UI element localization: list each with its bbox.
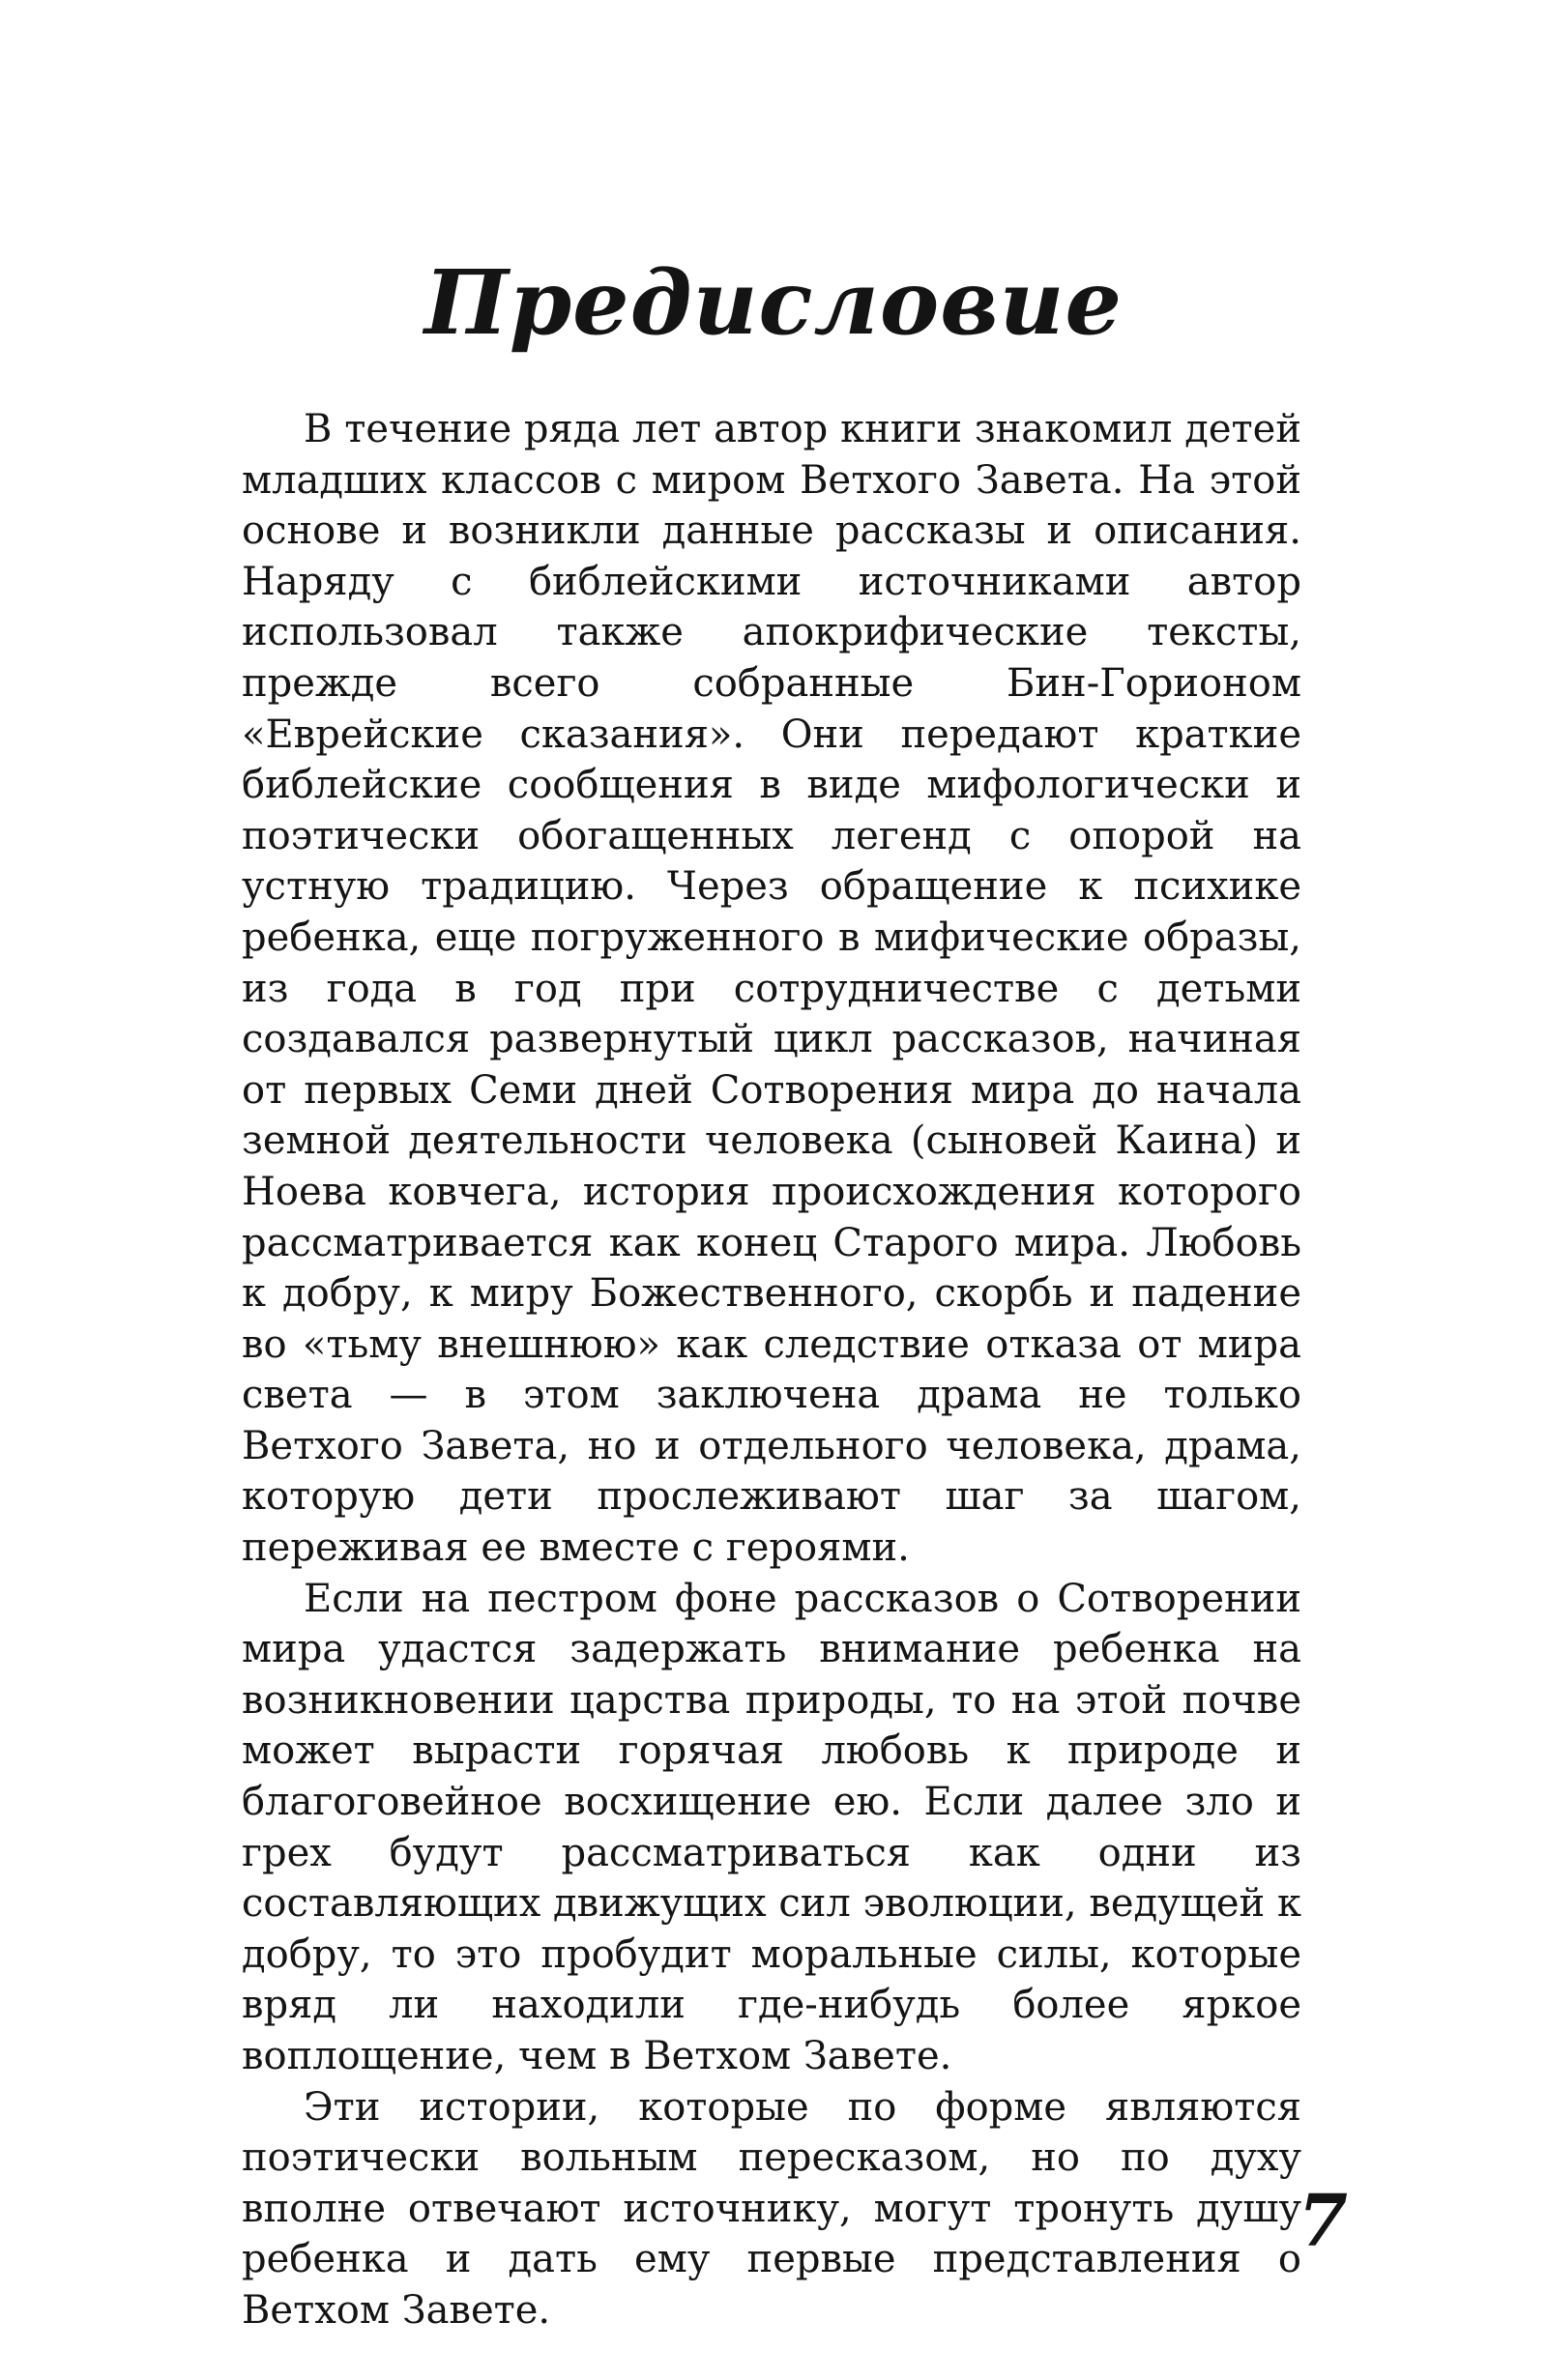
body-text — [242, 404, 1301, 2336]
paragraph: Если на пестром фоне рассказов о Сотворении мира удастся задержать внимание ребенка на возникновении царства природы, то на этой почве может вырасти горячая любовь к природе и благоговейное восхищение ею. Если далее зло и грех будут рассматриваться как одни из составляющих движущих сил эволюции, ведущей к добру, то это пробудит моральные силы, которые вряд ли находили где-нибудь более яркое воплощение, чем в Ветхом Завете. — [242, 1576, 1301, 2078]
page-number: 7 — [1298, 2180, 1348, 2263]
paragraph: В течение ряда лет автор книги знакомил детей младших классов с миром Ветхого Завета. На этой основе и возникли данные рассказы и описания. Наряду с библейскими источниками автор использовал также апокрифические тексты, прежде всего собранные Бин-Горионом «Еврейские сказания». Они передают краткие библейские сообщения в виде мифологически и поэтически обогащенных легенд с опорой на устную традицию. Через обращение к психике ребенка, еще погруженного в мифические образы, из года в год при сотрудничестве с детьми создавался развернутый цикл рассказов, начиная от первых Семи дней Сотворения мира до начала земной деятельности человека (сыновей Каина) и Ноева ковчега, история происхождения которого рассматривается как конец Старого мира. Любовь к добру, к миру Божественного, скорбь и падение во «тьму внешнюю» как следствие отказа от мира света — в этом заключена драма не только Ветхого Завета, но и отдельного человека, драма, которую дети прослеживают шаг за шагом, переживая ее вместе с героями. — [242, 407, 1301, 1571]
page-title: Предисловие — [423, 250, 1124, 355]
paragraph: Эти истории, которые по форме являются поэтически вольным пересказом, но по духу вполне отвечают источнику, могут тронуть душу ребенка и дать ему первые представления о Ветхом Завете. — [242, 2084, 1301, 2333]
